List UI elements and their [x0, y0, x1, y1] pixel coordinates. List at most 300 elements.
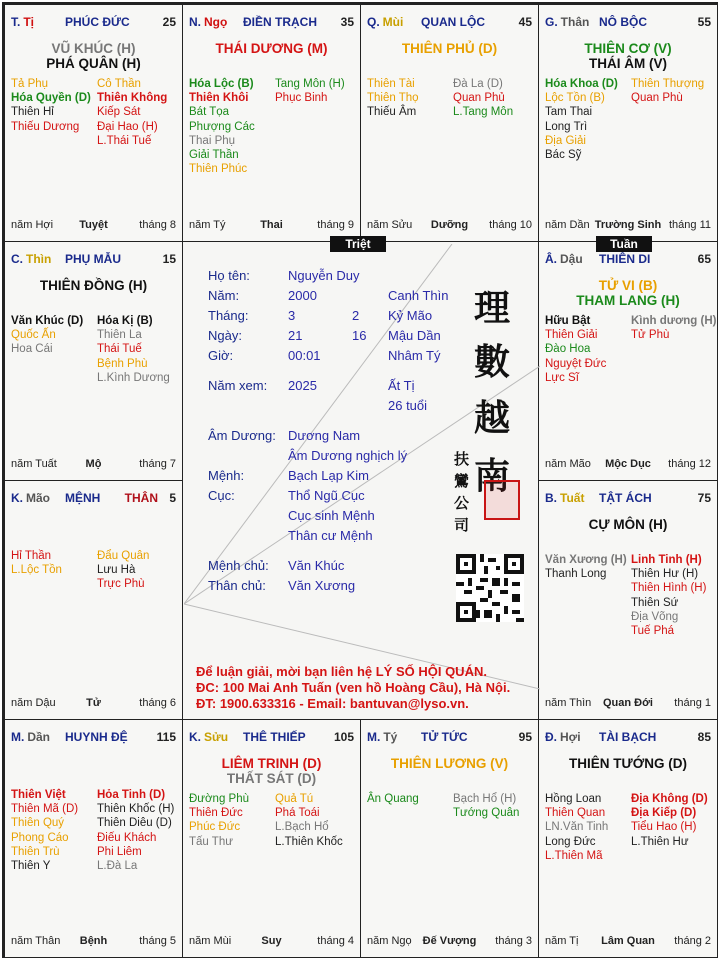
minor-star: L.Tang Môn	[453, 106, 514, 119]
position-letter: Đ.	[545, 730, 557, 744]
minor-star: Đà La (D)	[453, 78, 503, 90]
major-cycle-age: 35	[340, 15, 354, 29]
minor-star: Kiếp Sát	[97, 106, 141, 119]
label-month: Tháng:	[208, 308, 249, 323]
lunar-year: năm Ngọ	[367, 935, 412, 947]
label-name: Họ tên:	[208, 268, 250, 283]
position-letter: B.	[545, 491, 557, 505]
lunar-month: tháng 9	[317, 219, 354, 231]
minor-star: Phong Cáo	[11, 831, 69, 844]
trang-sinh-phase: Tử	[86, 697, 101, 709]
value-view-year-can: Ất Tị	[388, 378, 415, 393]
branch-name: Tị	[23, 15, 35, 29]
minor-star: Hoa Cái	[11, 343, 53, 356]
palace-position	[11, 252, 51, 266]
palace-cell-hoi[interactable]	[538, 719, 718, 958]
contact-line-3[interactable]: ĐT: 1900.633316 - Email: bantuvan@lyso.vn.	[196, 696, 469, 711]
triet-tag: Triệt	[330, 236, 386, 252]
value-menh-chu: Văn Khúc	[288, 558, 345, 573]
good-stars-column	[367, 792, 419, 806]
lunar-year: năm Tý	[189, 219, 226, 231]
bad-stars-column	[97, 788, 174, 873]
palace-header	[545, 252, 711, 266]
minor-star: Phi Liêm	[97, 845, 142, 858]
label-day: Ngày:	[208, 328, 242, 343]
small-calli-1: 扶	[454, 450, 470, 468]
lunar-month: tháng 2	[674, 935, 711, 947]
palace-header	[11, 15, 176, 29]
label-cuc: Cục:	[208, 488, 235, 503]
branch-name: Ngọ	[204, 15, 228, 29]
value-am-duong-2: Âm Dương nghịch lý	[288, 448, 408, 463]
minor-star: Thiếu Dương	[11, 120, 80, 133]
minor-star: Bạch Hổ (H)	[453, 793, 517, 805]
minor-star: Thiên Mã (D)	[11, 803, 79, 816]
palace-footer	[11, 697, 176, 711]
minor-star: Đại Hao (H)	[97, 120, 158, 133]
trang-sinh-phase: Đế Vượng	[422, 935, 477, 947]
palace-header	[189, 15, 354, 29]
value-day-solar: 21	[288, 328, 303, 343]
position-letter: M.	[367, 730, 381, 744]
major-cycle-age: 45	[518, 15, 532, 29]
minor-star: Thiên Hư (H)	[631, 568, 699, 581]
palace-footer	[545, 935, 711, 949]
bad-stars-column	[453, 77, 513, 120]
minor-star: Quốc Ấn	[11, 329, 56, 342]
qr-code[interactable]	[456, 554, 524, 622]
minor-star: Phục Binh	[275, 92, 328, 105]
minor-star: Hóa Kị (B)	[97, 315, 153, 327]
minor-star: L.Thiên Hư	[631, 835, 689, 848]
minor-star: Thai Phụ	[189, 134, 236, 147]
lunar-year: năm Mùi	[189, 935, 232, 947]
minor-star: Quả Tú	[275, 793, 314, 805]
palace-cell-mao[interactable]	[4, 480, 183, 720]
palace-cell-ngo[interactable]	[182, 4, 361, 242]
minor-star: Thiên Đức	[189, 807, 243, 820]
lunar-year: năm Tị	[545, 935, 579, 947]
palace-name: PHÚC ĐỨC	[65, 15, 130, 29]
bad-stars-column	[631, 314, 716, 342]
minor-star: L.Bạch Hổ	[275, 821, 329, 834]
palace-footer	[11, 458, 176, 472]
major-star: THAM LANG (H)	[576, 293, 680, 308]
palace-cell-ty[interactable]	[360, 719, 539, 958]
major-star: TỬ VI (B)	[598, 278, 658, 293]
value-age: 26 tuổi	[388, 398, 428, 413]
minor-star: Tang Môn (H)	[275, 78, 345, 90]
center-info-panel	[184, 244, 540, 720]
lunar-year: năm Sửu	[367, 219, 413, 231]
palace-cell-dan[interactable]	[4, 719, 183, 958]
label-menh-chu: Mệnh chủ:	[208, 558, 269, 573]
small-calli-2: 鸞	[454, 472, 470, 490]
palace-footer	[189, 219, 354, 233]
minor-star: Văn Xương (H)	[545, 554, 627, 566]
value-cuc-2: Cục sinh Mệnh	[288, 508, 375, 523]
major-star: CỰ MÔN (H)	[588, 517, 668, 532]
bad-stars-column	[97, 77, 167, 148]
minor-star: L.Thiên Khốc	[275, 835, 343, 848]
small-calli-4: 司	[454, 516, 470, 534]
label-hour: Giờ:	[208, 348, 234, 363]
branch-name: Thìn	[26, 252, 52, 266]
minor-star: Thiên Hỉ	[11, 106, 54, 119]
trang-sinh-phase: Quan Đới	[603, 697, 653, 709]
major-cycle-age: 85	[697, 730, 711, 744]
palace-cell-tuat[interactable]	[538, 480, 718, 720]
major-star: THIÊN LƯƠNG (V)	[390, 756, 509, 771]
minor-star: Thiếu Âm	[367, 106, 417, 119]
minor-star: Phượng Các	[189, 120, 255, 133]
minor-star: Thiên Trù	[11, 845, 60, 858]
branch-name: Dậu	[560, 252, 583, 266]
branch-name: Sửu	[204, 730, 229, 744]
lunar-year: năm Mão	[545, 458, 591, 470]
minor-star: Thiên Sứ	[631, 596, 679, 609]
bad-stars-column	[275, 77, 345, 105]
value-year-lunar: Canh Thìn	[388, 288, 449, 303]
minor-star: Thiên Diêu (D)	[97, 817, 172, 830]
minor-star: Thiên Quan	[545, 807, 606, 820]
minor-star: Đẩu Quân	[97, 550, 150, 562]
major-cycle-age: 115	[156, 730, 176, 744]
value-than-chu: Văn Xương	[288, 578, 356, 593]
minor-star: Thái Tuế	[97, 343, 142, 356]
trang-sinh-phase: Mộc Dục	[605, 458, 651, 470]
calligraphy-char-2: 數	[474, 341, 511, 383]
lunar-month: tháng 12	[668, 458, 711, 470]
palace-position	[11, 730, 50, 744]
minor-star: Hóa Khoa (D)	[545, 78, 618, 90]
trang-sinh-phase: Tuyệt	[79, 219, 108, 231]
palace-name: ĐIỀN TRẠCH	[243, 15, 317, 29]
minor-star: Địa Kiếp (D)	[631, 807, 697, 820]
trang-sinh-phase: Lâm Quan	[601, 935, 655, 947]
position-letter: T.	[11, 15, 21, 29]
lunar-year: năm Thìn	[545, 697, 592, 709]
good-stars-column	[367, 77, 419, 120]
minor-star: Thiên Khốc (H)	[97, 803, 175, 816]
palace-position	[545, 730, 581, 744]
palace-name: THIÊN DI	[599, 252, 651, 266]
palace-cell-than[interactable]	[538, 4, 718, 242]
label-menh: Mệnh:	[208, 468, 245, 483]
palace-name: TỬ TỨC	[421, 730, 468, 744]
minor-star: LN.Văn Tinh	[545, 821, 609, 834]
palace-footer	[367, 935, 532, 949]
major-star: THÁI DƯƠNG (M)	[215, 41, 328, 56]
lunar-month: tháng 4	[317, 935, 354, 947]
major-star: PHÁ QUÂN (H)	[46, 56, 141, 71]
value-am-duong-1: Dương Nam	[288, 428, 361, 443]
minor-star: Bệnh Phù	[97, 357, 148, 370]
calligraphy-char-1: 理	[474, 287, 511, 329]
palace-footer	[11, 935, 176, 949]
minor-star: Tả Phụ	[11, 78, 49, 90]
minor-star: Thiên Phúc	[189, 163, 248, 176]
palace-name: QUAN LỘC	[421, 15, 485, 29]
tuan-tag: Tuần	[596, 236, 652, 252]
minor-star: Long Đức	[545, 835, 596, 848]
palace-header	[367, 15, 532, 29]
minor-star: Tuế Phá	[631, 625, 675, 638]
minor-star: Linh Tinh (H)	[631, 554, 702, 566]
palace-name: TẬT ÁCH	[599, 491, 652, 505]
position-letter: K.	[11, 491, 23, 505]
palace-header	[367, 730, 532, 744]
lunar-year: năm Thân	[11, 935, 61, 947]
minor-star: Thiên Y	[11, 860, 51, 873]
minor-star: Long Trì	[545, 120, 588, 133]
palace-position	[367, 730, 397, 744]
lunar-year: năm Tuất	[11, 458, 57, 470]
palace-position	[189, 730, 228, 744]
palace-header	[545, 15, 711, 29]
red-seal-stamp	[484, 480, 520, 520]
minor-star: Văn Khúc (D)	[11, 315, 84, 327]
minor-star: Thiên Quý	[11, 817, 65, 830]
minor-star: Lực Sĩ	[545, 371, 579, 384]
palace-footer	[367, 219, 532, 233]
minor-star: Lộc Tồn (B)	[545, 92, 605, 105]
palace-header	[189, 730, 354, 744]
palace-name: TÀI BẠCH	[599, 730, 657, 744]
lunar-month: tháng 8	[139, 219, 176, 231]
bad-stars-column	[97, 314, 170, 385]
palace-name: THÊ THIẾP	[243, 730, 306, 744]
palace-footer	[545, 697, 711, 711]
bad-stars-column	[453, 792, 519, 820]
minor-star: Thiên Khôi	[189, 92, 249, 105]
minor-star: Hỉ Thần	[11, 550, 52, 562]
minor-star: Hóa Quyền (D)	[11, 92, 91, 105]
calligraphy-char-4: 南	[474, 455, 511, 497]
minor-star: Nguyệt Đức	[545, 357, 607, 370]
palace-header	[11, 252, 176, 266]
contact-line-1: Để luận giải, mời bạn liên hệ LÝ SỐ HỘI QUÁN.	[196, 664, 487, 679]
minor-star: Thiên Không	[97, 92, 168, 105]
minor-star: Điếu Khách	[97, 831, 157, 844]
minor-star: Trực Phù	[97, 578, 145, 591]
minor-star: Thanh Long	[545, 568, 607, 581]
lunar-year: năm Dậu	[11, 697, 56, 709]
minor-star: L.Thiên Mã	[545, 849, 603, 862]
minor-star: Hữu Bật	[545, 315, 591, 327]
palace-name: HUYNH ĐỆ	[65, 730, 128, 744]
minor-star: Bát Tọa	[189, 106, 230, 119]
minor-star: Tam Thai	[545, 106, 593, 119]
position-letter: N.	[189, 15, 201, 29]
trang-sinh-phase: Trường Sinh	[594, 219, 662, 231]
lunar-year: năm Hợi	[11, 219, 54, 231]
minor-star: Kình dương (H)	[631, 315, 717, 327]
major-cycle-age: 95	[518, 730, 532, 744]
value-month-solar: 3	[288, 308, 296, 323]
position-letter: K.	[189, 730, 201, 744]
palace-position	[189, 15, 227, 29]
good-stars-column	[189, 792, 249, 849]
minor-star: Quan Phù	[631, 92, 683, 105]
lunar-month: tháng 7	[139, 458, 176, 470]
trang-sinh-phase: Mộ	[85, 458, 102, 470]
palace-footer	[11, 219, 176, 233]
bad-stars-column	[631, 553, 706, 638]
minor-star: Cô Thần	[97, 78, 141, 90]
value-menh: Bạch Lạp Kim	[288, 468, 369, 483]
bad-stars-column	[275, 792, 343, 849]
palace-header	[545, 730, 711, 744]
good-stars-column	[545, 77, 618, 162]
label-am-duong: Âm Dương:	[208, 428, 276, 443]
value-month-lunar-num: 2	[352, 308, 360, 323]
position-letter: M.	[11, 730, 25, 744]
value-name: Nguyễn Duy	[288, 268, 360, 283]
good-stars-column	[11, 549, 62, 577]
minor-star: Địa Không (D)	[631, 793, 708, 805]
position-letter: C.	[11, 252, 23, 266]
palace-header	[545, 491, 711, 505]
minor-star: Phá Toái	[275, 807, 320, 820]
minor-star: L.Đà La	[97, 860, 138, 873]
horoscope-chart	[2, 2, 718, 958]
than-marker: THÂN	[124, 491, 158, 505]
palace-position	[11, 15, 34, 29]
branch-name: Mùi	[382, 15, 404, 29]
minor-star: Địa Võng	[631, 610, 679, 623]
minor-star: Bác Sỹ	[545, 149, 582, 162]
palace-cell-dau[interactable]	[538, 241, 718, 481]
major-cycle-age: 75	[697, 491, 711, 505]
palace-position	[545, 252, 583, 266]
palace-position	[11, 491, 50, 505]
palace-name: PHỤ MẪU	[65, 252, 121, 266]
major-star: THẤT SÁT (D)	[226, 771, 317, 786]
minor-star: L.Lộc Tồn	[11, 564, 62, 577]
lunar-month: tháng 10	[489, 219, 532, 231]
contact-line-2[interactable]: ĐC: 100 Mai Anh Tuấn (ven hồ Hoàng Cầu), Hà Nội.	[196, 680, 511, 695]
value-view-year: 2025	[288, 378, 317, 393]
minor-star: Thiên La	[97, 329, 142, 342]
palace-footer	[189, 935, 354, 949]
label-view-year: Năm xem:	[208, 378, 268, 393]
major-star: THÁI ÂM (V)	[589, 56, 667, 71]
minor-star: Tiểu Hao (H)	[631, 821, 697, 834]
major-cycle-age: 5	[169, 491, 176, 505]
trang-sinh-phase: Bệnh	[79, 935, 108, 947]
branch-name: Dần	[27, 730, 51, 744]
palace-position	[545, 491, 584, 505]
position-letter: Q.	[367, 15, 380, 29]
palace-footer	[545, 219, 711, 233]
lunar-year: năm Dần	[545, 219, 590, 231]
lunar-month: tháng 3	[495, 935, 532, 947]
minor-star: Phúc Đức	[189, 821, 241, 834]
minor-star: Hóa Lộc (B)	[189, 78, 254, 90]
palace-position	[367, 15, 403, 29]
minor-star: Ân Quang	[367, 793, 419, 805]
minor-star: Đường Phù	[189, 793, 249, 805]
minor-star: Quan Phủ	[453, 92, 505, 105]
minor-star: Giải Thần	[189, 149, 239, 162]
branch-name: Mão	[26, 491, 50, 505]
major-star: THIÊN PHỦ (D)	[401, 41, 498, 56]
minor-star: Thiên Hình (H)	[631, 582, 707, 595]
palace-cell-ti[interactable]	[4, 4, 183, 242]
major-star: THIÊN CƠ (V)	[584, 41, 672, 56]
major-star: VŨ KHÚC (H)	[51, 41, 136, 56]
label-than-chu: Thân chủ:	[208, 578, 266, 593]
minor-star: Đào Hoa	[545, 343, 591, 356]
minor-star: Tấu Thư	[189, 835, 233, 848]
major-star: THIÊN ĐỒNG (H)	[39, 278, 148, 293]
palace-header	[11, 730, 176, 744]
lunar-month: tháng 1	[674, 697, 711, 709]
good-stars-column	[189, 77, 255, 176]
lunar-month: tháng 11	[668, 219, 711, 231]
good-stars-column	[545, 553, 627, 581]
palace-cell-suu[interactable]	[182, 719, 361, 958]
major-cycle-age: 65	[697, 252, 711, 266]
good-stars-column	[11, 788, 78, 873]
good-stars-column	[545, 314, 606, 385]
minor-star: Hỏa Tinh (D)	[97, 789, 166, 801]
value-year-solar: 2000	[288, 288, 317, 303]
bad-stars-column	[631, 792, 708, 849]
major-cycle-age: 15	[162, 252, 176, 266]
palace-cell-thin[interactable]	[4, 241, 183, 481]
major-star: LIÊM TRINH (D)	[221, 756, 322, 771]
value-day-lunar: Mậu Dần	[388, 328, 441, 343]
minor-star: Thiên Giải	[545, 329, 598, 342]
major-cycle-age: 55	[697, 15, 711, 29]
major-star: THIÊN TƯỚNG (D)	[569, 756, 687, 771]
minor-star: Hồng Loan	[545, 793, 602, 805]
good-stars-column	[545, 792, 608, 863]
branch-name: Hợi	[560, 730, 581, 744]
minor-star: Thiên Thọ	[367, 92, 419, 105]
lunar-month: tháng 6	[139, 697, 176, 709]
trang-sinh-phase: Dưỡng	[430, 219, 469, 231]
branch-name: Thân	[560, 15, 590, 29]
minor-star: Thiên Tài	[367, 78, 415, 90]
small-calli-3: 公	[454, 494, 470, 512]
palace-footer	[545, 458, 711, 472]
position-letter: Â.	[545, 252, 557, 266]
bad-stars-column	[97, 549, 149, 592]
palace-position	[545, 15, 589, 29]
lunar-month: tháng 5	[139, 935, 176, 947]
palace-cell-mui[interactable]	[360, 4, 539, 242]
branch-name: Tuất	[560, 491, 585, 505]
major-cycle-age: 25	[162, 15, 176, 29]
bad-stars-column	[631, 77, 704, 105]
position-letter: G.	[545, 15, 558, 29]
palace-name: NÔ BỘC	[599, 15, 647, 29]
value-cuc-1: Thổ Ngũ Cục	[288, 488, 365, 503]
minor-star: Tướng Quân	[453, 807, 520, 820]
value-month-lunar: Kỷ Mão	[388, 308, 433, 323]
major-cycle-age: 105	[333, 730, 354, 744]
palace-name: MỆNH	[65, 491, 101, 505]
value-cuc-3: Thân cư Mệnh	[288, 528, 373, 543]
label-year: Năm:	[208, 288, 240, 303]
trang-sinh-phase: Thai	[260, 219, 283, 231]
minor-star: L.Kình Dương	[97, 371, 170, 384]
value-hour-lunar: Nhâm Tý	[388, 348, 441, 363]
calligraphy-char-3: 越	[474, 397, 511, 439]
